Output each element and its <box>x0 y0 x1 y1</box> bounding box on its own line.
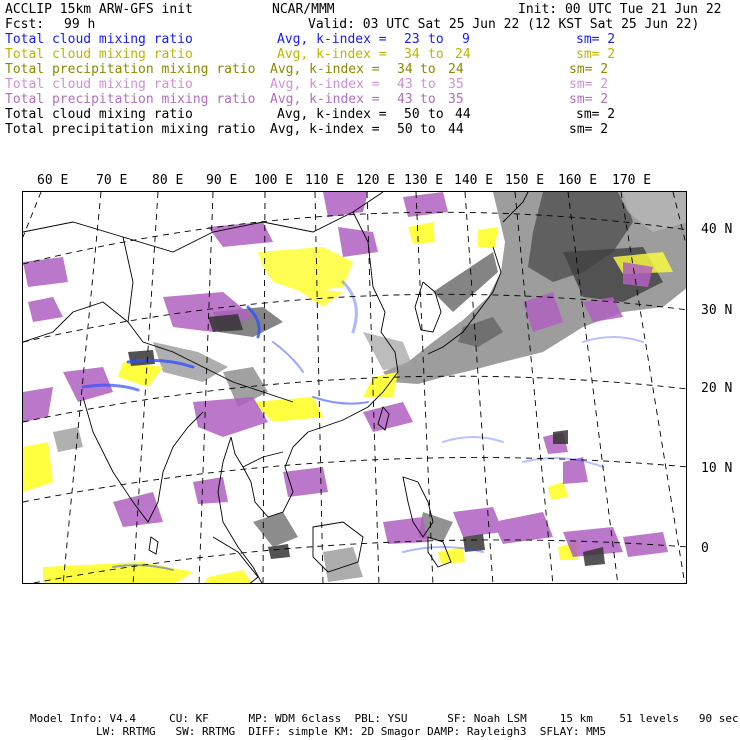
legend-k-end: 24 <box>448 62 464 77</box>
legend-smoothing: sm= 2 <box>569 122 609 137</box>
lon-label-150e: 150 E <box>505 173 545 188</box>
legend-k-end: 44 <box>455 107 471 122</box>
lat-label-40n: 40 N <box>701 222 733 237</box>
legend-field: Total precipitation mixing ratio <box>5 122 256 137</box>
legend-avg: Avg, k-index = <box>277 47 387 62</box>
legend-k-start: 50 <box>397 122 413 137</box>
legend-field: Total cloud mixing ratio <box>5 32 193 47</box>
lon-label-140e: 140 E <box>454 173 494 188</box>
model-info-line2: LW: RRTMG SW: RRTMG DIFF: simple KM: 2D Smagor DAMP: Rayleigh3 SFLAY: MM5 <box>96 725 606 738</box>
legend-field: Total precipitation mixing ratio <box>5 92 256 107</box>
init-time: Init: 00 UTC Tue 21 Jun 22 <box>518 2 722 17</box>
legend-to: to <box>420 77 436 92</box>
legend-smoothing: sm= 2 <box>569 77 609 92</box>
lon-label-170e: 170 E <box>612 173 652 188</box>
legend-k-start: 34 <box>397 62 413 77</box>
organization: NCAR/MMM <box>272 2 335 17</box>
legend-k-end: 44 <box>448 122 464 137</box>
legend-to: to <box>420 62 436 77</box>
legend-smoothing: sm= 2 <box>576 47 616 62</box>
forecast-label: Fcst: <box>5 17 45 32</box>
legend-avg: Avg, k-index = <box>277 32 387 47</box>
legend-field: Total cloud mixing ratio <box>5 107 193 122</box>
legend-to: to <box>420 122 436 137</box>
model-info-line1: Model Info: V4.4 CU: KF MP: WDM 6class PBL: YSU SF: Noah LSM 15 km 51 levels 90 sec <box>30 712 739 725</box>
legend-k-start: 23 <box>404 32 420 47</box>
legend-to: to <box>428 32 444 47</box>
legend-avg: Avg, k-index = <box>270 92 380 107</box>
lon-label-120e: 120 E <box>356 173 396 188</box>
legend-to: to <box>420 92 436 107</box>
legend-k-end: 24 <box>455 47 471 62</box>
lon-label-100e: 100 E <box>254 173 294 188</box>
forecast-map[interactable] <box>22 191 687 584</box>
legend-to: to <box>428 107 444 122</box>
lon-label-130e: 130 E <box>404 173 444 188</box>
legend-field: Total cloud mixing ratio <box>5 47 193 62</box>
model-title: ACCLIP 15km ARW-GFS init <box>5 2 193 17</box>
map-canvas <box>23 192 687 584</box>
lat-label-0: 0 <box>701 541 709 556</box>
legend-k-start: 34 <box>404 47 420 62</box>
lon-label-70e: 70 E <box>96 173 128 188</box>
legend-avg: Avg, k-index = <box>270 122 380 137</box>
legend-k-end: 35 <box>448 77 464 92</box>
legend-k-start: 43 <box>397 77 413 92</box>
legend-smoothing: sm= 2 <box>569 62 609 77</box>
lon-label-90e: 90 E <box>206 173 238 188</box>
legend-k-end: 9 <box>462 32 470 47</box>
lon-label-80e: 80 E <box>152 173 184 188</box>
cloud-shield-north-pacific <box>383 192 687 384</box>
legend-field: Total precipitation mixing ratio <box>5 62 256 77</box>
lon-label-60e: 60 E <box>37 173 69 188</box>
lat-label-20n: 20 N <box>701 381 733 396</box>
legend-smoothing: sm= 2 <box>569 92 609 107</box>
legend-avg: Avg, k-index = <box>270 77 380 92</box>
legend-avg: Avg, k-index = <box>270 62 380 77</box>
lon-label-110e: 110 E <box>305 173 345 188</box>
lat-label-30n: 30 N <box>701 303 733 318</box>
lon-label-160e: 160 E <box>558 173 598 188</box>
legend-to: to <box>428 47 444 62</box>
legend-k-start: 50 <box>404 107 420 122</box>
forecast-hours: 99 h <box>64 17 96 32</box>
legend-smoothing: sm= 2 <box>576 32 616 47</box>
legend-k-end: 35 <box>448 92 464 107</box>
lat-label-10n: 10 N <box>701 461 733 476</box>
legend-smoothing: sm= 2 <box>576 107 616 122</box>
valid-time: Valid: 03 UTC Sat 25 Jun 22 (12 KST Sat 25 Jun 22) <box>308 17 700 32</box>
legend-field: Total cloud mixing ratio <box>5 77 193 92</box>
legend-avg: Avg, k-index = <box>277 107 387 122</box>
legend-k-start: 43 <box>397 92 413 107</box>
